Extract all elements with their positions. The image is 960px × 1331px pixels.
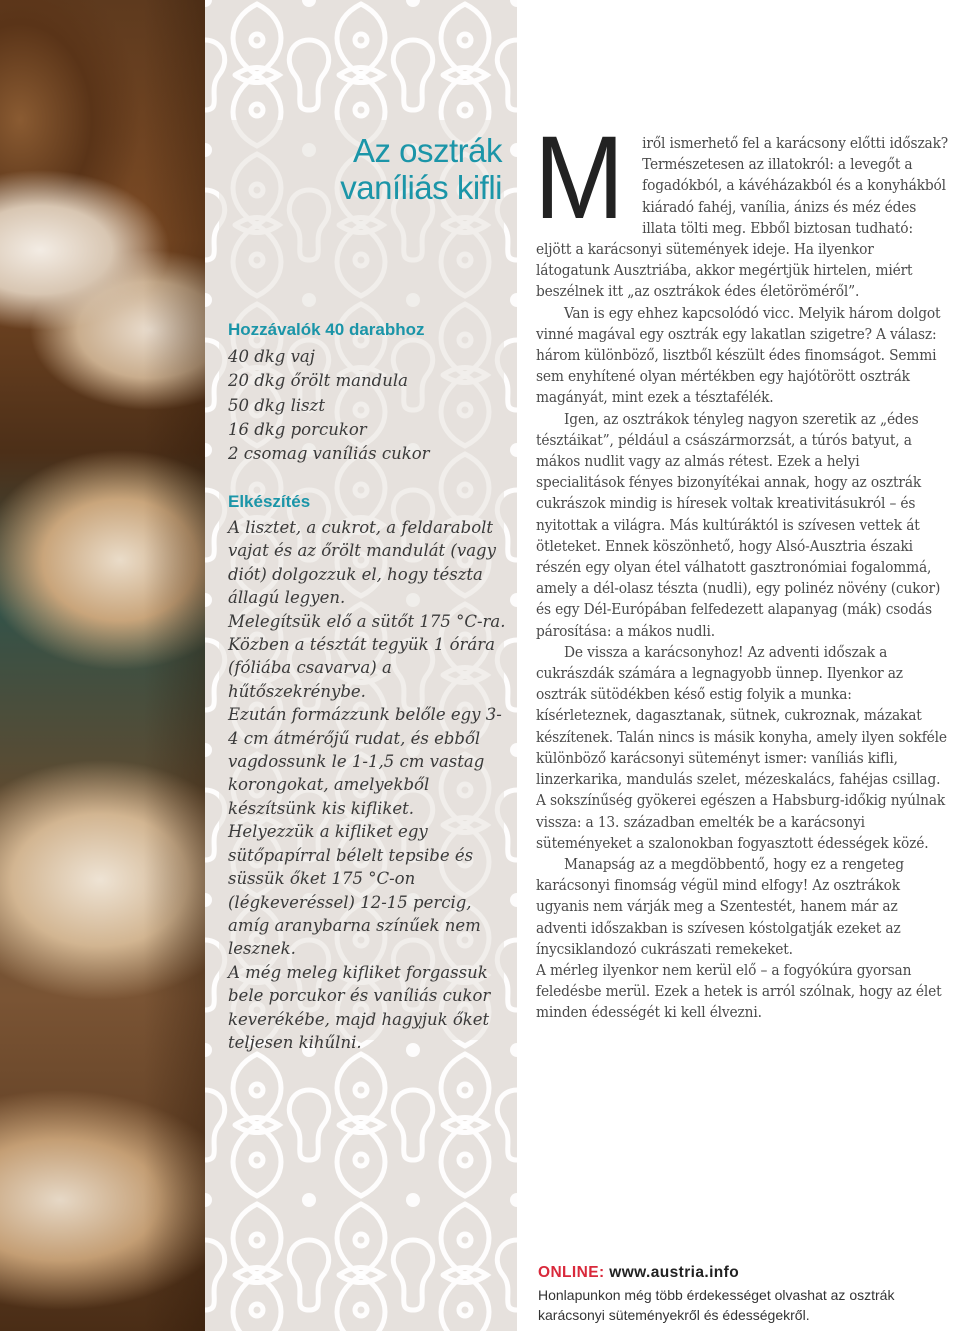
ingredient-item: 50 dkg liszt — [228, 395, 325, 415]
online-description: Honlapunkon még több érdekességet olvashat az osztrák karácsonyi süteményekről és édességekről. — [538, 1287, 895, 1323]
online-line — [538, 1263, 958, 1283]
preparation-step: A lisztet, a cukrot, a feldarabolt vajat és az őrölt mandulát (vagy diót) dolgozzuk el, hogy tészta állagú legyen. — [228, 518, 496, 608]
ingredients-list — [228, 345, 430, 466]
recipe-title-line1: Az osztrák — [352, 132, 502, 169]
ingredients-heading: Hozzávalók 40 darabhoz — [228, 320, 425, 339]
online-label: ONLINE: — [538, 1264, 605, 1281]
article-paragraph: iről ismerhető fel a karácsony előtti időszak? Természetesen az illatokról: a levegőt a fogadókból, a kávéházakból és a konyhákból kiáradó fahéj, vanília, ánizs és méz édes illata tölti meg. Ebből biztosan tudható: eljött a karácsonyi sütemények ideje. Ha ilyenkor látogatunk Ausztriába, akkor megértjük hirtelen, miért beszélnek itt „az osztrákok édes életöröméről”. — [536, 134, 949, 301]
preparation-step: A még meleg kifliket forgassuk bele porcukor és vaníliás cukor keverékébe, majd hagyjuk őket teljesen kihűlni. — [228, 962, 491, 1052]
article-body — [534, 112, 949, 1024]
article-paragraph: De vissza a karácsonyhoz! Az adventi időszak a cukrászdák számára a legnagyobb ünnep. Ilyenkor az osztrák sütödékben késő estig folyik a munka: kísérleteznek, dagasztanak, sütnek, cukroznak, mázakat készítenek. Talán nincs is másik konyha, amely ilyen sokféle különböző karácsonyi süteményt ismer: vaníliás kifli, linzerkarika, mandulás szelet, mézeskalács, fahéjas csillag. A sokszínűség gyökerei egészen a Habsburg-időkig nyúlnak vissza: a 13. században emelték be a karácsonyi süteményeket a szalonokban fogyasztott édességek közé. — [536, 642, 947, 852]
preparation-step: Közben a tésztát tegyük 1 órára (fóliába csavarva) a hűtőszekrénybe. — [228, 635, 495, 701]
recipe-title — [222, 132, 502, 206]
article-paragraph: Manapság az a megdöbbentő, hogy ez a rengeteg karácsonyi finomság végül mind elfogy! Az osztrákok ugyanis nem várják meg a Szentestét, hanem már az adventi időszakban is szívesen kóstolgatják ezeket az ínycsiklandozó cukrászati remekeket. — [536, 854, 904, 958]
ingredient-item: 40 dkg vaj — [228, 347, 315, 366]
article-paragraph: Van is egy ehhez kapcsolódó vicc. Melyik három dolgot vinné magával egy osztrák egy lakatlan szigetre? A válasz: három különböző, lisztből készült édes finomságot. Semmi sem enyhítené olyan mértékben egy hajótörött osztrák magányát, mint ezek a tésztafélék. — [536, 303, 941, 407]
ingredient-item: 20 dkg őrölt mandula — [228, 371, 408, 391]
ingredient-item: 16 dkg porcukor — [228, 419, 367, 439]
preparation-step: Melegítsük elő a sütőt 175 °C-ra. — [228, 611, 506, 631]
preparation-step: Helyezzük a kifliket egy sütőpapírral bélelt tepsibe és süssük őket 175 °C-on (légkeveréssel) 12-15 percig, amíg aranybarna színűek nem lesznek. — [228, 822, 481, 959]
preparation-step: Ezután formázzunk belőle egy 3-4 cm átmérőjű rudat, és ebből vagdossunk le 1-1,5 cm vastag korongokat, amelyekből készítsünk kis kifliket. — [228, 705, 502, 818]
online-box — [538, 1263, 958, 1325]
photo-shadow — [0, 0, 205, 1331]
preparation-heading: Elkészítés — [228, 492, 311, 511]
drop-cap: M — [534, 112, 625, 244]
ingredient-item: 2 csomag vaníliás cukor — [228, 444, 430, 464]
recipe-title-line2: vaníliás kifli — [340, 169, 502, 206]
preparation-steps — [228, 516, 512, 1054]
article-paragraph: Igen, az osztrákok tényleg nagyon szeretik az „édes tésztáikat”, például a császármorzsát, a túrós batyut, a mákos nudlit vagy az almás rétest. Ezek a helyi specialitások fényes bizonyítékai annak, hogy az osztrák cukrászok mindig is híresek voltak kreativitásukról – és nyitottak a világra. Más kultúráktól is szívesen vettek át ötleteket. Ennek köszönhető, hogy Alsó-Ausztria északi részén egy olyan étel válhatott gasztronómiai fogalommá, amely a dél-olasz tészta (nudli), egy polinéz növény (cukor) és egy Dél-Európában felfedezett alapanyag (mák) csodás párosítása: a mákos nudli. — [536, 409, 941, 640]
website-link[interactable]: www.austria.info — [609, 1264, 740, 1281]
article-paragraph: A mérleg ilyenkor nem kerül elő – a fogyókúra gyorsan feledésbe merül. Ezek a hetek is arról szólnak, hogy az élet minden édességét ki kell élvezni. — [536, 960, 942, 1022]
